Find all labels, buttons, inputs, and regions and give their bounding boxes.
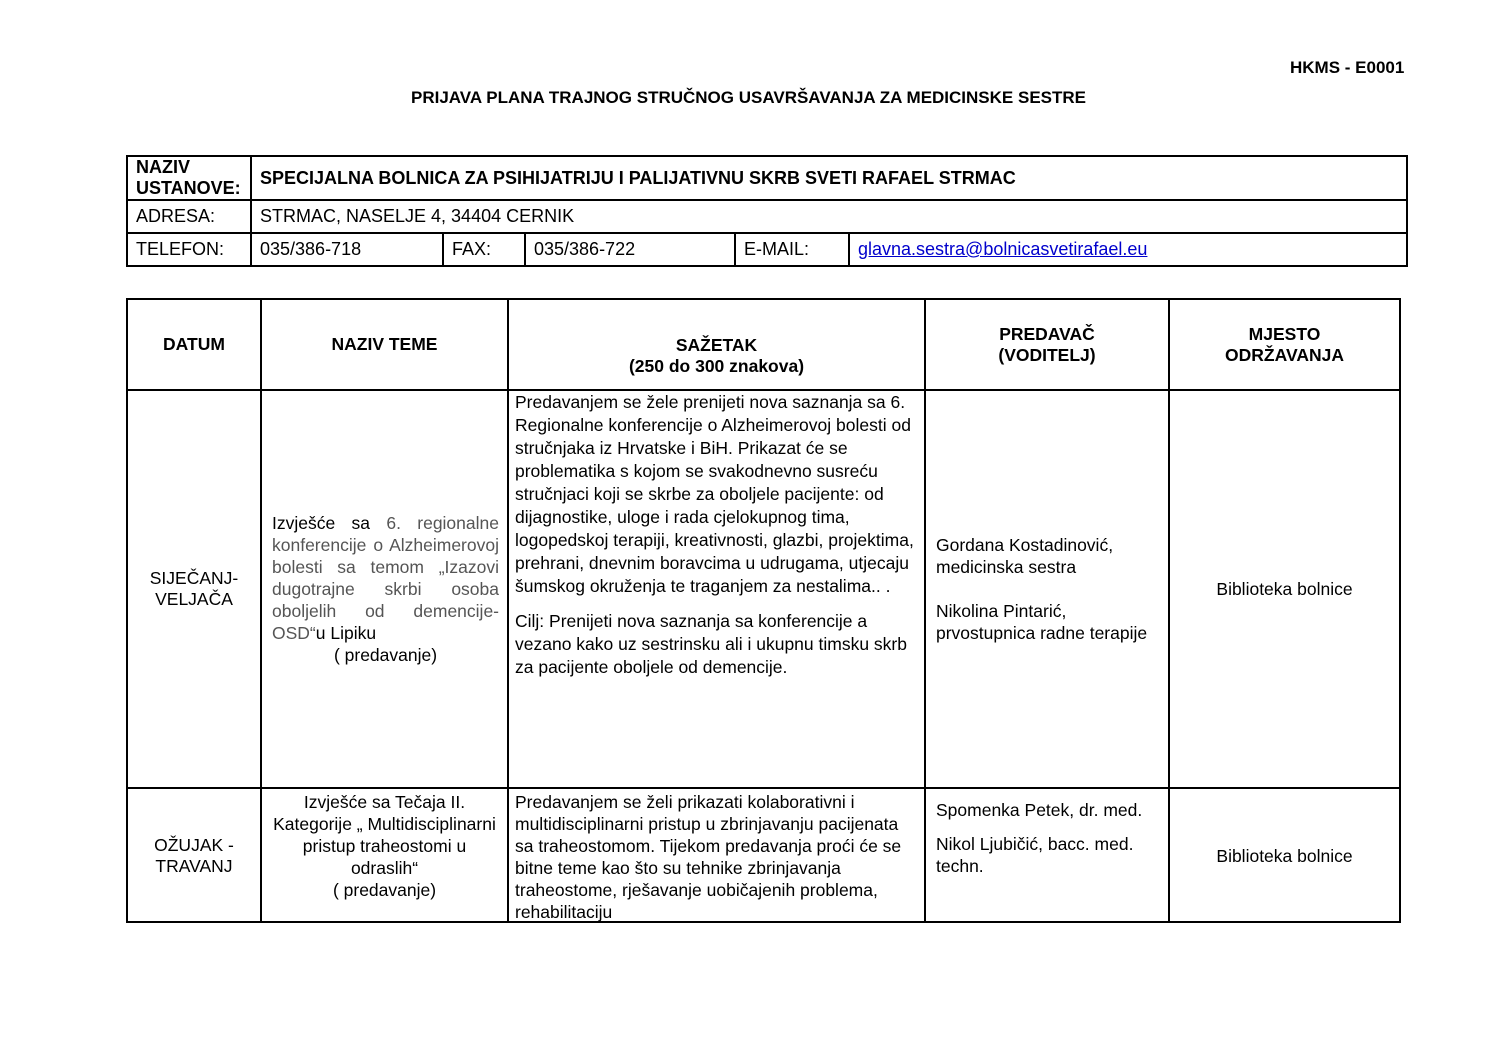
- row1-datum-line2: VELJAČA: [155, 589, 233, 609]
- row1-predavac: [925, 390, 1169, 788]
- table-row: [127, 788, 1400, 922]
- header-mjesto: [1169, 299, 1400, 390]
- email-label: E-MAIL:: [735, 233, 849, 266]
- row2-predavac-2: Nikol Ljubičić, bacc. med. techn.: [936, 834, 1134, 876]
- email-link[interactable]: glavna.sestra@bolnicasvetirafael.eu: [858, 239, 1148, 259]
- row1-predavac-1: Gordana Kostadinović, medicinska sestra: [936, 535, 1114, 577]
- row1-tema-type: ( predavanje): [333, 645, 438, 665]
- table-row: [127, 390, 1400, 788]
- document-code: HKMS - E0001: [1290, 58, 1405, 77]
- row1-datum: [127, 390, 261, 788]
- fax-label: FAX:: [443, 233, 525, 266]
- row2-tema-text: Izvješće sa Tečaja II. Kategorije „ Multidisciplinarni pristup traheostomi u odraslih“: [273, 792, 496, 878]
- header-sazetak-line1: SAŽETAK: [675, 334, 758, 355]
- telefon-value: 035/386-718: [251, 233, 443, 266]
- row2-predavac-1: Spomenka Petek, dr. med.: [936, 800, 1143, 820]
- row1-mjesto: Biblioteka bolnice: [1169, 390, 1400, 788]
- row1-tema-part-b: 6. regionalne konferencije o Alzheimerovoj bolesti sa temom „Izazovi dugotrajne skrbi osoba oboljelih od demencije-OSD“: [272, 513, 499, 643]
- row1-tema: [261, 390, 508, 788]
- adresa-value: STRMAC, NASELJE 4, 34404 CERNIK: [251, 200, 1407, 233]
- header-tema: NAZIV TEME: [261, 299, 508, 390]
- row1-datum-line1: SIJEČANJ-: [149, 568, 239, 588]
- adresa-label: ADRESA:: [127, 200, 251, 233]
- row2-tema: [261, 788, 508, 922]
- plan-header-row: [127, 299, 1400, 390]
- header-datum: DATUM: [127, 299, 261, 390]
- document-title: PRIJAVA PLANA TRAJNOG STRUČNOG USAVRŠAVANJA ZA MEDICINSKE SESTRE: [410, 88, 1087, 107]
- header-sazetak-line2: (250 do 300 znakova): [628, 355, 805, 376]
- row2-tema-type: ( predavanje): [332, 880, 437, 900]
- header-predavac-line2: (VODITELJ): [998, 344, 1096, 365]
- row2-datum: [127, 788, 261, 922]
- row2-sazetak: [508, 788, 925, 922]
- row1-predavac-2: Nikolina Pintarić, prvostupnica radne terapije: [936, 601, 1148, 643]
- row2-datum-line2: TRAVANJ: [155, 856, 233, 876]
- header-predavac-line1: PREDAVAČ: [999, 323, 1095, 344]
- institution-info-table: [126, 155, 1408, 267]
- row2-sazetak-para1: Predavanjem se želi prikazati kolaborativni i multidisciplinarni pristup u zbrinjavanju pacijenata sa traheostomom. Tijekom predavanja proći će se bitne teme kao što su tehnike zbrinjavanja traheostome, rješavanje uobičajenih problema, rehabilitaciju: [515, 792, 902, 921]
- plan-table: [126, 298, 1401, 923]
- row1-sazetak-para1: Predavanjem se žele prenijeti nova saznanja sa 6. Regionalne konferencije o Alzheimerovoj bolesti od stručnjaka iz Hrvatske i BiH. Prikazat će se problematika s kojom se svakodnevno susreću stručnjaci koji se skrbe za oboljele pacijente: od dijagnostike, uloge i rada cjelokupnog tima, logopedskoj terapiji, kreativnosti, glazbi, projektima, prehrani, dnevnim boravcima u udrugama, utjecaju šumskog okruženja te traganjem za nestalima.. .: [515, 392, 914, 596]
- header-predavac: [925, 299, 1169, 390]
- header-sazetak: [508, 299, 925, 390]
- row2-mjesto: Biblioteka bolnice: [1169, 788, 1400, 922]
- telefon-label: TELEFON:: [127, 233, 251, 266]
- naziv-value: SPECIJALNA BOLNICA ZA PSIHIJATRIJU I PALIJATIVNU SKRB SVETI RAFAEL STRMAC: [251, 156, 1407, 200]
- row1-tema-part-a: Izvješće sa: [272, 513, 387, 533]
- naziv-label: NAZIV USTANOVE:: [127, 156, 251, 200]
- header-mjesto-line2: ODRŽAVANJA: [1225, 344, 1344, 365]
- row2-predavac: [925, 788, 1169, 922]
- row1-tema-part-c: u Lipiku: [315, 623, 377, 643]
- row2-datum-line1: OŽUJAK -: [154, 835, 234, 855]
- row1-tema-text: [272, 512, 499, 644]
- row1-sazetak: [508, 390, 925, 788]
- row1-sazetak-para2: Cilj: Prenijeti nova saznanja sa konferencije a vezano kako uz sestrinsku ali i ukupnu timsku skrb za pacijente oboljele od demencije.: [515, 611, 907, 677]
- fax-value: 035/386-722: [525, 233, 735, 266]
- email-cell: [849, 233, 1407, 266]
- header-mjesto-line1: MJESTO: [1248, 323, 1321, 344]
